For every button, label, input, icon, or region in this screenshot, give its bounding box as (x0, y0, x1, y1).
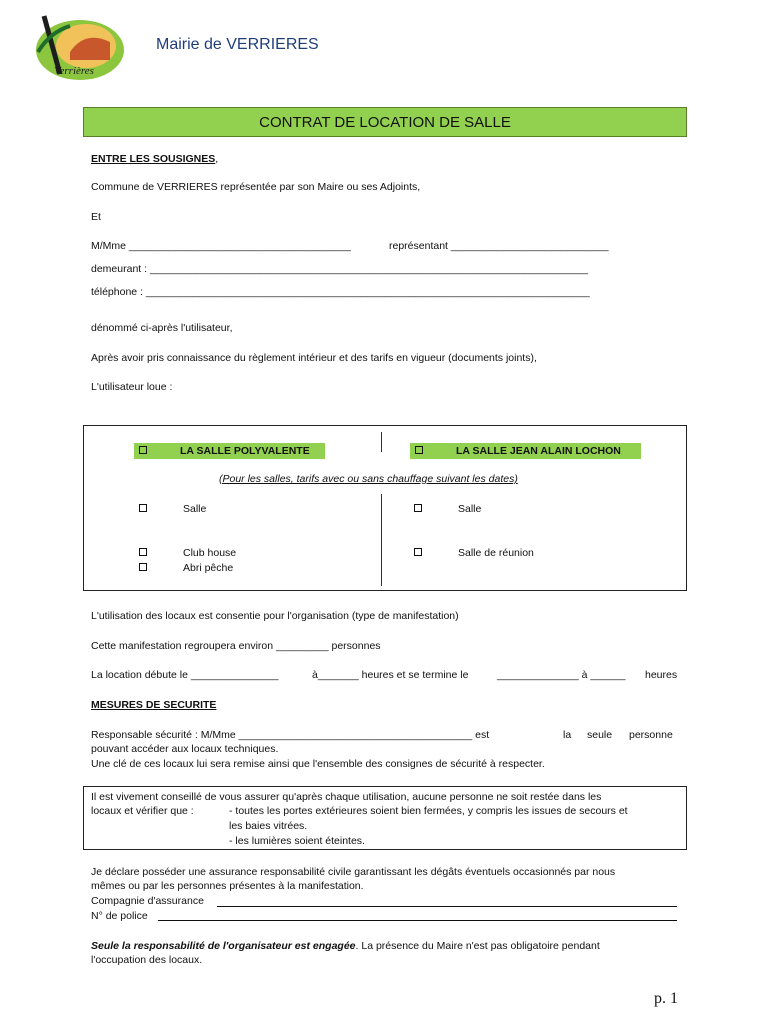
responsable-word-la: la (563, 729, 572, 741)
utilisation-line: L'utilisation des locaux est consentie pour l'organisation (type de manifestation) (91, 610, 459, 622)
securite-heading: MESURES DE SECURITE (91, 699, 217, 711)
checkbox-icon[interactable] (139, 563, 147, 571)
demeurant-field[interactable]: demeurant : ___________________________________________________________________________ (91, 263, 588, 275)
denomme-line: dénommé ci-après l'utilisateur, (91, 322, 233, 334)
left-item-abri-peche: Abri pêche (183, 562, 234, 574)
svg-text:Verrières: Verrières (54, 65, 94, 77)
municipality-logo (30, 12, 130, 82)
checkbox-icon[interactable] (414, 504, 422, 512)
checkbox-icon[interactable] (139, 548, 147, 556)
right-item-salle-reunion: Salle de réunion (458, 547, 534, 559)
telephone-field[interactable]: téléphone : ____________________________________________________________________________ (91, 286, 590, 298)
box-line3: les baies vitrées. (229, 820, 308, 832)
fin-field[interactable]: ______________ à ______ (497, 669, 626, 681)
page-number: p. 1 (654, 990, 678, 1007)
parties-heading: ENTRE LES SOUSIGNES, (91, 153, 219, 165)
compagnie-field[interactable] (217, 906, 677, 907)
police-label: N° de police (91, 910, 148, 922)
responsable-field[interactable]: Responsable sécurité : M/Mme ________________________________________ est (91, 729, 490, 741)
checkbox-icon[interactable] (415, 446, 423, 454)
divider-bottom (381, 494, 382, 586)
responsable-line2: pouvant accéder aux locaux techniques. (91, 743, 279, 755)
assurance-line2: mêmes ou par les personnes présentes à la manifestation. (91, 880, 364, 892)
cle-line: Une clé de ces locaux lui sera remise ainsi que l'ensemble des consignes de sécurité à respecter. (91, 758, 545, 770)
assurance-line1: Je déclare posséder une assurance responsabilité civile garantissant les dégâts éventuels occasionnés par nous (91, 866, 616, 878)
responsabilite-line2: l'occupation des locaux. (91, 954, 203, 966)
heures-debut-field[interactable]: à_______ heures et se termine le (312, 669, 469, 681)
left-item-salle: Salle (183, 503, 207, 515)
responsable-word-personne: personne (629, 729, 673, 741)
divider-top (381, 432, 382, 452)
checkbox-icon[interactable] (139, 504, 147, 512)
box-line1: Il est vivement conseillé de vous assurer qu'après chaque utilisation, aucune personne ne soit restée dans les (91, 791, 602, 803)
box-line2a: locaux et vérifier que : (91, 805, 194, 817)
document-title: CONTRAT DE LOCATION DE SALLE (83, 107, 687, 137)
debut-field[interactable]: La location débute le _______________ (91, 669, 279, 681)
mme-field[interactable]: M/Mme ______________________________________ (91, 240, 351, 252)
checkbox-icon[interactable] (414, 548, 422, 556)
police-field[interactable] (158, 920, 677, 921)
checkbox-icon[interactable] (139, 446, 147, 454)
salle-polyvalente-option[interactable]: LA SALLE POLYVALENTE (134, 443, 325, 459)
et-line: Et (91, 211, 101, 223)
box-line2b: - toutes les portes extérieures soient bien fermées, y compris les issues de secours et (229, 805, 628, 817)
compagnie-label: Compagnie d'assurance (91, 895, 204, 907)
org-name: Mairie de VERRIERES (156, 36, 319, 53)
tarifs-note: (Pour les salles, tarifs avec ou sans chauffage suivant les dates) (219, 473, 518, 485)
representant-field[interactable]: représentant ___________________________ (389, 240, 609, 252)
responsabilite-line1: Seule la responsabilité de l'organisateur est engagée. La présence du Maire n'est pas obligatoire pendant (91, 940, 600, 952)
box-line4: - les lumières soient éteintes. (229, 835, 365, 847)
responsable-word-seule: seule (587, 729, 613, 741)
right-item-salle: Salle (458, 503, 482, 515)
salle-lochon-option[interactable]: LA SALLE JEAN ALAIN LOCHON (410, 443, 641, 459)
commune-line: Commune de VERRIERES représentée par son Maire ou ses Adjoints, (91, 181, 421, 193)
regroupera-field[interactable]: Cette manifestation regroupera environ _________ personnes (91, 640, 381, 652)
apres-line: Après avoir pris connaissance du règlement intérieur et des tarifs en vigueur (documents joints), (91, 352, 537, 364)
heures-label: heures (645, 669, 678, 681)
left-item-club-house: Club house (183, 547, 237, 559)
loue-line: L'utilisateur loue : (91, 381, 173, 393)
